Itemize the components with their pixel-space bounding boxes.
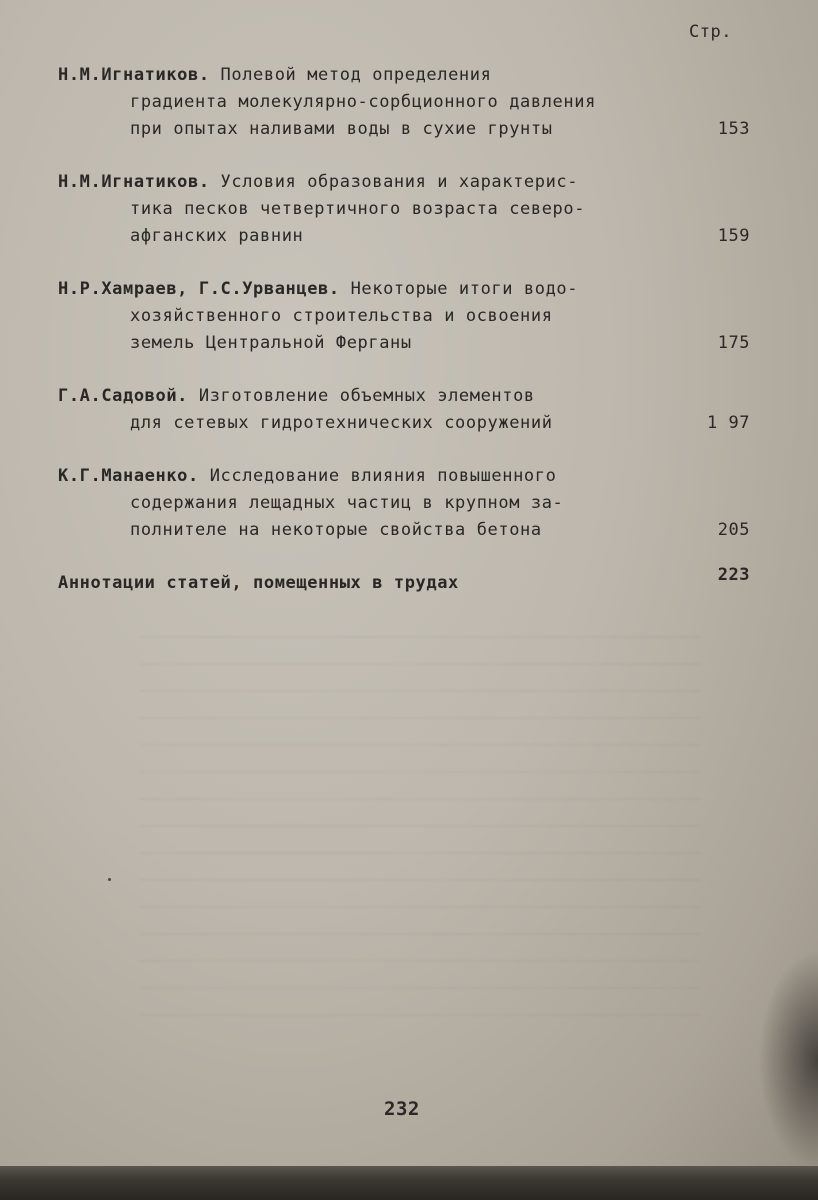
toc-entry bbox=[58, 383, 758, 437]
toc-entry bbox=[58, 62, 758, 143]
toc-entry bbox=[58, 276, 758, 357]
entry-title-line: Условия образования и характерис- bbox=[220, 172, 579, 192]
entry-title-line: для сетевых гидротехнических сооружений bbox=[130, 413, 553, 433]
entry-title-line: содержания лещадных частиц в крупном за- bbox=[130, 493, 564, 513]
entry-author: Н.М.Игнатиков. bbox=[58, 65, 210, 85]
entry-page-number: 159 bbox=[717, 226, 750, 246]
page-folio-number: 232 bbox=[384, 1098, 420, 1120]
entry-title-line: Исследование влияния повышенного bbox=[209, 466, 557, 486]
entry-author: Г.А.Садовой. bbox=[58, 386, 189, 406]
entry-title-line: при опытах наливами воды в сухие грунты bbox=[130, 119, 553, 139]
page-shadow bbox=[758, 950, 818, 1170]
entry-title-line: хозяйственного строительства и освоения bbox=[130, 306, 553, 326]
entry-title-line: полнителе на некоторые свойства бетона bbox=[130, 520, 542, 540]
show-through-text bbox=[140, 620, 700, 1040]
page-bottom-edge bbox=[0, 1166, 818, 1200]
entry-page-number: 205 bbox=[717, 520, 750, 540]
table-of-contents bbox=[58, 62, 758, 597]
entry-page-number: 1 97 bbox=[707, 413, 750, 433]
entry-title-line: Изготовление объемных элементов bbox=[198, 386, 535, 406]
entry-title-line: земель Центральной Ферганы bbox=[130, 333, 412, 353]
entry-author: Н.М.Игнатиков. bbox=[58, 172, 210, 192]
annotations-label: Аннотации статей, помещенных в трудах bbox=[58, 573, 459, 593]
toc-entry bbox=[58, 169, 758, 250]
toc-entry bbox=[58, 463, 758, 544]
entry-title-line: Некоторые итоги водо- bbox=[350, 279, 579, 299]
entry-author: Н.Р.Хамраев, Г.С.Урванцев. bbox=[58, 279, 340, 299]
paper-speck bbox=[108, 878, 111, 881]
entry-author: К.Г.Манаенко. bbox=[58, 466, 199, 486]
entry-page-number: 153 bbox=[717, 119, 750, 139]
entry-title-line: Полевой метод определения bbox=[220, 65, 492, 85]
annotations-entry bbox=[58, 565, 758, 597]
entry-title-line: афганских равнин bbox=[130, 226, 304, 246]
entry-title-line: градиента молекулярно-сорбционного давления bbox=[130, 92, 596, 112]
annotations-page-number: 223 bbox=[717, 565, 750, 585]
page-column-header: Стр. bbox=[689, 22, 732, 42]
entry-title-line: тика песков четвертичного возраста северо- bbox=[130, 199, 586, 219]
entry-page-number: 175 bbox=[717, 333, 750, 353]
